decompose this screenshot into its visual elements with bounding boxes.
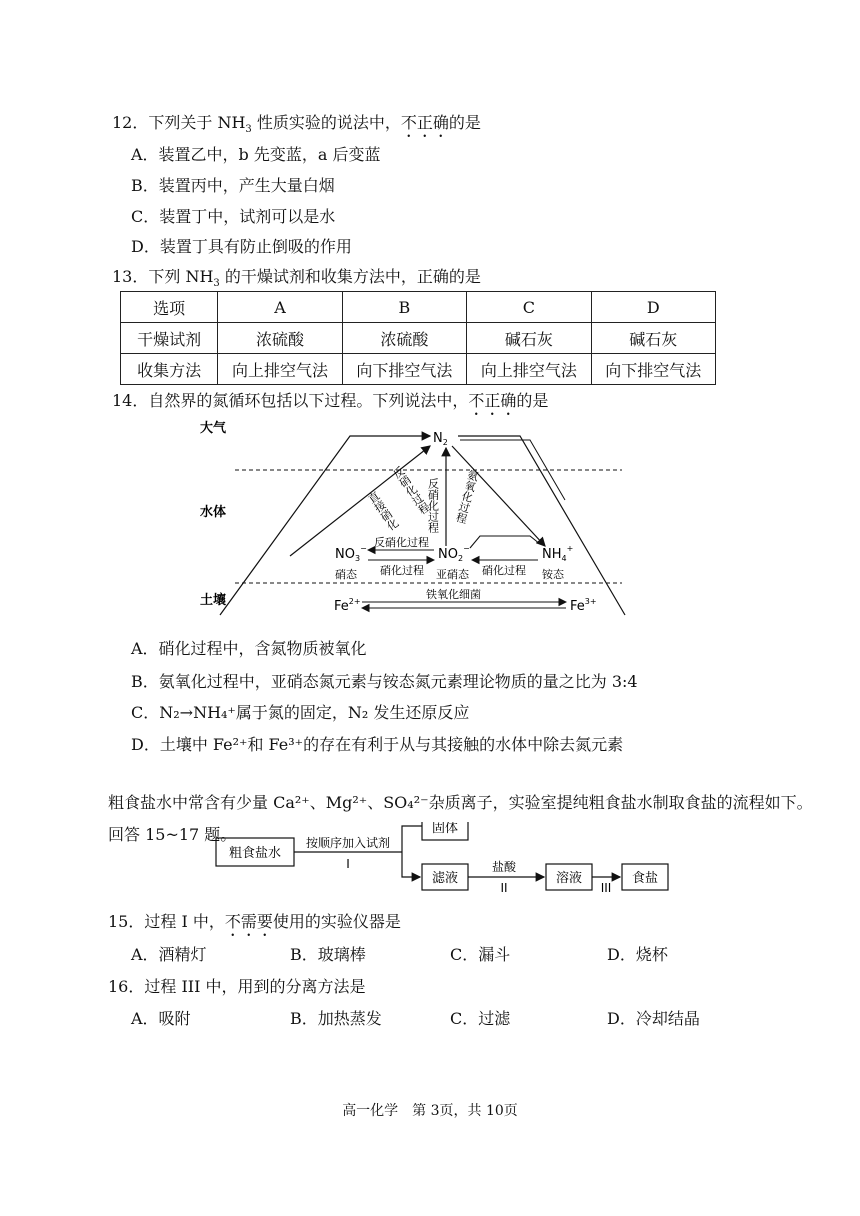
q13-table — [120, 291, 716, 385]
no3-state-label: 硝态 — [335, 568, 357, 581]
table-cell: 浓硫酸 — [218, 323, 342, 354]
layer-atmosphere-label: 大气 — [200, 421, 227, 436]
q15-option-b: B．玻璃棒 — [290, 945, 366, 964]
q14-option-d: D．土壤中 Fe²⁺和 Fe³⁺的存在有利于从与其接触的水体中除去氮元素 — [131, 735, 624, 754]
passage-line-2: 回答 15~17 题。 — [108, 825, 237, 844]
branch-to-filtrate — [402, 852, 420, 877]
box-solid-label: 固体 — [431, 822, 459, 836]
step2-label: 盐酸 — [491, 860, 517, 874]
table-cell: 选项 — [121, 292, 218, 323]
q15-option-c: C．漏斗 — [450, 945, 511, 964]
left-diagonal-label: 反硝化过程 — [389, 464, 432, 517]
table-row — [121, 292, 716, 323]
q15-stem: 15．过程 I 中，不需要使用的实验仪器是 — [108, 912, 401, 931]
box-crude-brine-label: 粗食盐水 — [228, 846, 282, 861]
fe3-species: $Fe^{3+}$ — [570, 597, 597, 614]
table-cell: C — [467, 292, 591, 323]
table-row — [121, 323, 716, 354]
box-solution-label: 溶液 — [555, 871, 583, 886]
table-cell: B — [342, 292, 466, 323]
no2-species: $NO_2^-$ — [438, 544, 470, 563]
table-cell: 浓硫酸 — [342, 323, 466, 354]
no3-species: $NO_3^-$ — [335, 544, 367, 563]
step1-number: I — [346, 857, 350, 871]
n2-species: $N_2$ — [433, 431, 448, 447]
q15-option-a: A．酒精灯 — [131, 945, 207, 964]
step1-label: 按顺序加入试剂 — [305, 836, 391, 850]
step3-number: III — [600, 881, 612, 894]
q12-option-d: D．装置丁具有防止倒吸的作用 — [131, 237, 352, 256]
table-cell: D — [591, 292, 715, 323]
table-cell: A — [218, 292, 342, 323]
nh4-state-label: 铵态 — [542, 568, 564, 581]
left-diagonal-label-2: 直接硝化 — [364, 489, 401, 533]
no2-nh4-bracket — [470, 536, 540, 548]
q12-option-b: B．装置丙中，产生大量白烟 — [131, 176, 335, 195]
q13-stem: 13．下列 $NH_3$ 的干燥试剂和收集方法中，正确的是 — [112, 267, 481, 290]
box-salt-label: 食盐 — [631, 871, 659, 886]
table-cell: 向上排空气法 — [467, 354, 591, 385]
step2-number: II — [500, 881, 508, 894]
table-cell: 干燥试剂 — [121, 323, 218, 354]
no2-state-label: 亚硝态 — [436, 568, 469, 581]
page-footer: 高一化学 第 3页，共 10页 — [342, 1103, 518, 1119]
q15-option-d: D．烧杯 — [607, 945, 668, 964]
q12-option-a: A．装置乙中，b 先变蓝，a 后变蓝 — [131, 145, 381, 164]
right-outer-line — [458, 436, 625, 615]
q14-option-a: A．硝化过程中，含氮物质被氧化 — [131, 639, 367, 658]
layer-soil-label: 土壤 — [200, 593, 227, 608]
q14-stem: 14．自然界的氮循环包括以下过程。下列说法中，不正确的是 — [112, 391, 549, 410]
q16-stem: 16．过程 III 中，用到的分离方法是 — [108, 977, 366, 996]
q12-option-c: C．装置丁中，试剂可以是水 — [131, 207, 336, 226]
nitrification-label-1: 硝化过程 — [380, 564, 424, 577]
table-cell: 收集方法 — [121, 354, 218, 385]
nitrification-label-2: 硝化过程 — [482, 564, 526, 577]
layer-water-label: 水体 — [200, 505, 227, 520]
iron-bacteria-label: 铁氧化细菌 — [426, 588, 481, 601]
table-cell: 向下排空气法 — [591, 354, 715, 385]
q14-option-b: B．氨氧化过程中，亚硝态氮元素与铵态氮元素理论物质的量之比为 3:4 — [131, 672, 638, 691]
passage-line-1: 粗食盐水中常含有少量 Ca²⁺、Mg²⁺、SO₄²⁻杂质离子，实验室提纯粗食盐水制取食盐的流程如下。 — [108, 793, 813, 812]
q16-option-d: D．冷却结晶 — [607, 1009, 700, 1028]
table-cell: 向下排空气法 — [342, 354, 466, 385]
table-cell: 向上排空气法 — [218, 354, 342, 385]
branch-to-solid — [402, 826, 422, 852]
salt-purification-flow — [210, 822, 680, 894]
q16-option-b: B．加热蒸发 — [290, 1009, 382, 1028]
nh4-species: $NH_4^+$ — [542, 544, 574, 563]
denitrification-top-label: 反硝化过程 — [374, 536, 429, 549]
table-cell: 碱石灰 — [591, 323, 715, 354]
q12-stem: 12．下列关于 $NH_3$ 性质实验的说法中，不正确的是 — [112, 113, 481, 136]
q16-option-a: A．吸附 — [131, 1009, 191, 1028]
table-row — [121, 354, 716, 385]
q16-option-c: C．过滤 — [450, 1009, 511, 1028]
anammox-label: 氨氧化过程 — [453, 468, 481, 525]
denitrification-vertical-label: 反硝化过程 — [426, 478, 440, 533]
box-filtrate-label: 滤液 — [431, 871, 459, 886]
q14-option-c: C．N₂→NH₄⁺属于氮的固定，N₂ 发生还原反应 — [131, 703, 470, 722]
nitrogen-cycle-diagram — [190, 418, 650, 620]
table-cell: 碱石灰 — [467, 323, 591, 354]
fe2-species: $Fe^{2+}$ — [334, 597, 361, 614]
